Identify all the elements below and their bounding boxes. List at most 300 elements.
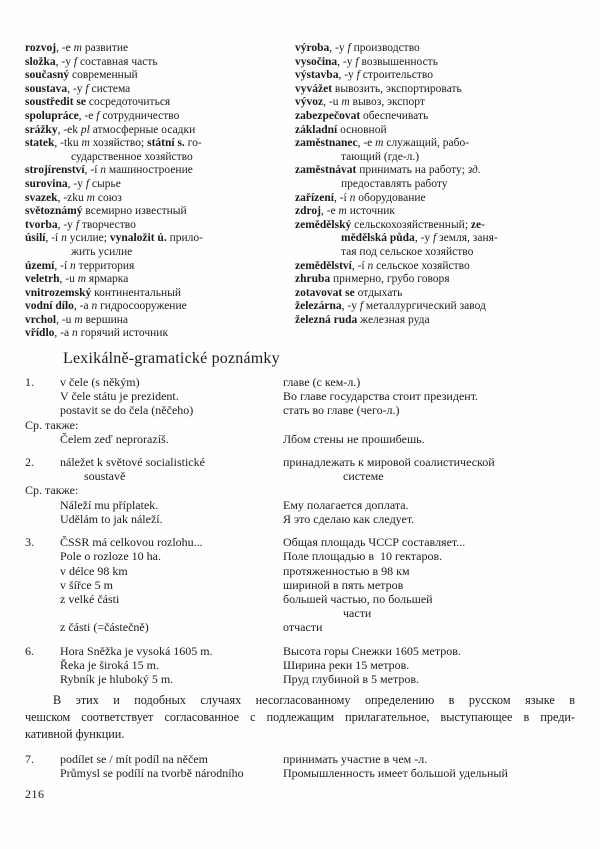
grammar-tag: f (85, 82, 89, 95)
note-number: 2. (25, 455, 34, 470)
headword: zařízení (295, 191, 334, 204)
note-number (25, 766, 60, 780)
paragraph-line: чешском соответствует согласованное с подлежащим прилагательное, выступающее в преди- (25, 710, 575, 725)
note-czech: soustavě (84, 469, 126, 484)
entry-text: современный (69, 69, 138, 82)
note-czech: náležet k světové socialistické (60, 455, 205, 470)
grammar-tag: f (73, 55, 78, 68)
headword: svazek (25, 191, 58, 204)
vocab-entry (25, 137, 295, 164)
entry-text: , -a (73, 300, 92, 313)
vocab-entry-line (25, 137, 295, 151)
note-czech: Náleží mu příplatek. (60, 497, 159, 512)
note-czech: V čele státu je prezident. (60, 389, 179, 404)
entry-text: , -e (357, 137, 376, 150)
note-russian: стать во главе (чего-л.) (283, 403, 400, 418)
vocab-entry (295, 42, 575, 56)
note-number (25, 432, 60, 446)
vocab-entry (25, 287, 295, 301)
entry-text: сударственное хозяйство (71, 150, 193, 163)
vocab-entry-line (295, 219, 575, 233)
vocab-entry-line (25, 164, 295, 178)
vocab-entry (25, 273, 295, 287)
note-number (25, 592, 60, 606)
vocab-entry-line (295, 164, 575, 178)
entry-text: тая под сельское хозяйство (341, 245, 474, 258)
entry-text: , -y (67, 177, 86, 190)
entry-text: сосредоточиться (86, 96, 171, 109)
note-russian: Промышленность имеет большой удельный (283, 766, 508, 781)
grammar-tag: pl (80, 123, 90, 136)
note-russian: части (343, 606, 372, 621)
vocab-entry (25, 124, 295, 138)
paragraph-line: кативной функции. (25, 727, 125, 742)
note-number (25, 564, 60, 578)
note-russian: главе (с кем-л.) (283, 375, 361, 390)
entry-text: вершина (82, 313, 128, 326)
headword: zaměstnanec (295, 137, 358, 150)
explanatory-paragraph (25, 692, 575, 743)
note-czech: v šířce 5 m (60, 577, 113, 592)
entry-text: атмосферные осадки (89, 123, 196, 136)
entry-text: производство (350, 42, 420, 54)
note-number: 3. (25, 535, 34, 550)
note-russian: Ему полагается доплата. (283, 497, 409, 512)
entry-text: , -u (323, 96, 342, 109)
entry-text: , -y (67, 82, 86, 95)
headword: železná ruda (295, 313, 358, 326)
grammar-tag: f (355, 55, 359, 68)
headword: zhruba (295, 273, 331, 286)
entry-text: отдыхать (354, 286, 403, 299)
note-compare-label: Ср. также: (25, 417, 79, 432)
note-russian: Лбом стены не прошибешь. (283, 431, 425, 446)
headword: soustředit se (25, 96, 87, 109)
vocab-entry-line (25, 96, 295, 110)
vocab-entry (25, 96, 295, 110)
vocab-entry-line (295, 83, 575, 97)
grammar-tag: f (359, 300, 364, 313)
headword: spolupráce (25, 109, 79, 122)
row-spacer (25, 526, 575, 535)
note-czech: podílet se / mít podíl na něčem (60, 752, 208, 767)
entry-text: сотрудничество (99, 109, 180, 122)
note-row (25, 389, 575, 403)
headword: základní (295, 123, 338, 136)
entry-text: вывозить, экспортировать (332, 82, 462, 95)
vocab-entry (295, 287, 575, 301)
entry-text: обеспечивать (360, 109, 429, 122)
vocab-entry (25, 205, 295, 219)
entry-text: вывоз, экспорт (349, 96, 425, 109)
grammar-tag: f (347, 42, 351, 54)
entry-text: предоставлять работу (341, 177, 448, 190)
note-row (25, 766, 575, 780)
note-russian: Общая площадь ЧССР составляет... (283, 535, 466, 550)
note-czech: Průmysl se podílí na tvorbě národního (60, 766, 244, 781)
vocab-entry (295, 219, 575, 260)
entry-text: , -í (54, 259, 71, 272)
vocab-entry (295, 56, 575, 70)
vocab-entry-line (295, 110, 575, 124)
headword: zabezpečovat (295, 109, 361, 122)
note-row (25, 578, 575, 592)
headword: veletrh (25, 273, 60, 286)
headword: vysočina (295, 55, 338, 68)
note-czech (60, 606, 283, 620)
entry-text: го- (184, 137, 202, 150)
note-russian: протяженностью в 98 км (283, 563, 410, 578)
note-row (25, 498, 575, 512)
headword: rozvoj (25, 42, 57, 54)
vocab-column-left (25, 42, 295, 341)
headword: vyvážet (295, 82, 333, 95)
vocab-entry-line (25, 83, 295, 97)
note-number (25, 498, 60, 512)
note-czech: Rybník je hluboký 5 m. (60, 671, 174, 686)
note-number (25, 389, 60, 403)
vocab-entry (295, 83, 575, 97)
note-row (25, 432, 575, 446)
headword: vřídlo (25, 327, 55, 340)
note-row (25, 535, 575, 549)
vocab-entry (25, 327, 295, 341)
headword: úsilí (25, 232, 46, 245)
note-number (25, 620, 60, 634)
headword: vrchol (25, 313, 57, 326)
note-czech: Udělám to jak náleží. (60, 511, 163, 526)
vocab-entry-line (25, 314, 295, 328)
section-heading: Lexikálně-gramatické poznámky (63, 350, 280, 368)
vocab-entry-line (295, 137, 575, 151)
vocab-entry-line (295, 96, 575, 110)
note-number (25, 469, 60, 483)
entry-text: , -y (414, 232, 434, 245)
note-russian: большей частью, по большей (283, 591, 433, 606)
headword: státní s. (147, 137, 185, 150)
entry-text: , -tku (54, 137, 82, 150)
note-czech: Hora Sněžka je vysoká 1605 m. (60, 643, 213, 658)
entry-text: всемирно известный (82, 205, 187, 218)
vocab-entry-line (25, 205, 295, 219)
grammar-tag: n (100, 164, 107, 177)
entry-text: гидросооружение (97, 300, 187, 313)
entry-text: ярмарка (86, 273, 129, 286)
entry-text: , -í (333, 191, 350, 204)
note-number (25, 549, 60, 563)
notes-section-2 (25, 752, 575, 780)
headword: vodní dílo (25, 300, 74, 313)
grammar-tag: f (356, 69, 360, 82)
entry-text: система (88, 82, 131, 95)
grammar-tag: n (71, 327, 78, 340)
vocab-entry-line (25, 260, 295, 274)
entry-text: оборудование (355, 191, 426, 204)
note-russian: принимать участие в чем -л. (283, 752, 428, 767)
vocab-entry-line (25, 219, 295, 233)
vocab-entry-line (295, 192, 575, 206)
entry-text: хозяйство; (89, 137, 148, 150)
entry-text: , -u (56, 313, 75, 326)
vocab-entry-line (295, 42, 575, 56)
note-row (25, 564, 575, 578)
entry-text: , -í (45, 232, 62, 245)
grammar-tag: f (96, 109, 100, 122)
vocab-entry (25, 192, 295, 206)
note-row (25, 483, 575, 497)
vocab-entry-line (25, 124, 295, 138)
note-number (25, 512, 60, 526)
note-number: 7. (25, 752, 34, 767)
vocab-entry (295, 96, 575, 110)
vocab-entry-line (295, 300, 575, 314)
headword: zaměstnávat (295, 164, 357, 177)
entry-text: жить усилие (71, 245, 133, 258)
vocabulary-section (25, 42, 575, 341)
vocab-entry (25, 232, 295, 259)
note-number: 6. (25, 643, 34, 658)
notes-section-1 (25, 375, 575, 686)
entry-text: развитие (81, 42, 129, 54)
note-russian: системе (343, 469, 384, 484)
entry-text: , -ek (57, 123, 81, 136)
grammar-tag: m (338, 205, 347, 218)
note-czech: z velké části (60, 591, 120, 606)
entry-text: союз (94, 191, 122, 204)
vocab-entry-line (25, 300, 295, 314)
note-row (25, 418, 575, 432)
headword: surovina (25, 177, 68, 190)
vocab-entry-line (341, 246, 575, 260)
grammar-tag: m (375, 137, 384, 150)
vocab-entry-line (25, 56, 295, 70)
entry-text: , -e (56, 42, 74, 54)
vocab-entry-line (71, 246, 295, 260)
vocab-entry-line (25, 42, 295, 56)
headword: tvorba (25, 218, 58, 231)
grammar-tag: n (61, 232, 67, 245)
vocab-entry-line (25, 232, 295, 246)
note-russian: Я это сделаю как следует. (283, 511, 415, 526)
grammar-tag: m (341, 96, 350, 109)
vocab-entry (295, 260, 575, 274)
note-number (25, 672, 60, 686)
vocab-entry-line (25, 327, 295, 341)
vocab-column-right (295, 42, 575, 341)
entry-text: основной (337, 123, 387, 136)
vocab-entry (25, 42, 295, 56)
entry-text: , -e (320, 205, 339, 218)
grammar-tag: m (74, 313, 83, 326)
grammar-tag: m (81, 137, 90, 150)
note-row (25, 549, 575, 563)
note-row (25, 512, 575, 526)
note-russian: Поле площадью в 10 гектаров. (283, 549, 443, 564)
vocab-entry (25, 83, 295, 97)
entry-text: принимать на работу; (356, 164, 468, 177)
headword: složka (25, 55, 56, 68)
vocab-entry-line (295, 260, 575, 274)
vocab-entry (25, 110, 295, 124)
note-row (25, 620, 575, 634)
headword: výroba (295, 42, 330, 54)
note-czech: Čelem zeď neprorazíš. (60, 431, 169, 446)
note-russian: Во главе государства стоит президент. (283, 389, 479, 404)
entry-text: тающий (где-л.) (341, 150, 420, 163)
note-row (25, 752, 575, 766)
vocab-entry (295, 300, 575, 314)
note-row (25, 658, 575, 672)
vocab-entry (295, 192, 575, 206)
vocab-entry-line (295, 273, 575, 287)
row-spacer (25, 446, 575, 455)
vocab-entry-line (25, 273, 295, 287)
headword: současný (25, 69, 70, 82)
vocab-entry (25, 219, 295, 233)
note-number (25, 578, 60, 592)
headword: území (25, 259, 55, 272)
vocab-entry-line (295, 69, 575, 83)
entry-text: , -e (78, 109, 97, 122)
grammar-tag: m (73, 42, 82, 54)
entry-text: , -í (84, 164, 101, 177)
entry-text: , -y (55, 55, 74, 68)
grammar-tag: n (349, 191, 356, 204)
entry-text: сельское хозяйство (373, 259, 470, 272)
note-number (25, 606, 60, 620)
headword: světoznámý (25, 205, 83, 218)
note-russian: Высота горы Снежки 1605 метров. (283, 643, 461, 658)
note-row (25, 455, 575, 469)
vocab-entry-line (25, 110, 295, 124)
entry-text: прило- (166, 232, 203, 245)
entry-text: металлургический завод (363, 300, 486, 313)
entry-text: , -y (337, 55, 356, 68)
entry-text: континентальный (91, 286, 181, 299)
note-czech: Řeka je široká 15 m. (60, 657, 159, 672)
entry-text: железная руда (357, 313, 430, 326)
entry-text: машиностроение (106, 164, 193, 177)
note-russian (283, 483, 575, 497)
vocab-entry (25, 69, 295, 83)
vocab-entry-line (295, 314, 575, 328)
paragraph-line: В этих и подобных случаях несогласованному определению в русском языке в (53, 693, 575, 708)
vocab-entry (295, 273, 575, 287)
vocab-entry-line (25, 287, 295, 301)
vocab-entry (25, 164, 295, 178)
headword: mědělská půda (341, 232, 415, 245)
note-row (25, 644, 575, 658)
page-number: 216 (25, 787, 45, 801)
entry-text: , -u (59, 273, 78, 286)
entry-text: горячий источник (77, 327, 169, 340)
vocab-entry-line (341, 232, 575, 246)
note-russian: Ширина реки 15 метров. (283, 657, 410, 672)
grammar-tag: зд. (467, 164, 481, 177)
note-number (25, 403, 60, 417)
note-czech: v čele (s někým) (60, 375, 140, 390)
entry-text: , -y (57, 218, 76, 231)
vocab-entry-line (341, 178, 575, 192)
headword: statek (25, 137, 55, 150)
headword: strojírenství (25, 164, 85, 177)
note-compare-label: Ср. также: (25, 483, 79, 498)
vocab-entry (25, 260, 295, 274)
note-czech: postavit se do čela (něčeho) (60, 403, 194, 418)
note-row (25, 469, 575, 483)
grammar-tag: n (367, 259, 374, 272)
vocab-entry-line (295, 205, 575, 219)
vocab-entry-line (25, 192, 295, 206)
entry-text: сырье (89, 177, 121, 190)
note-russian: отчасти (283, 620, 323, 635)
headword: zdroj (295, 205, 321, 218)
vocab-entry (25, 56, 295, 70)
note-czech: v délce 98 km (60, 563, 128, 578)
entry-text: земля, заня- (436, 232, 498, 245)
grammar-tag: f (85, 177, 90, 190)
grammar-tag: n (91, 300, 98, 313)
entry-text: , -í (351, 259, 368, 272)
vocab-entry (295, 137, 575, 164)
entry-text: служащий, рабо- (383, 137, 470, 150)
note-number: 1. (25, 375, 34, 390)
vocab-entry (295, 69, 575, 83)
vocab-entry (25, 300, 295, 314)
vocab-entry-line (25, 69, 295, 83)
grammar-tag: n (70, 259, 76, 272)
vocab-entry-line (295, 124, 575, 138)
note-row (25, 375, 575, 389)
vocab-entry (295, 314, 575, 328)
vocab-entry (295, 164, 575, 191)
row-spacer (25, 635, 575, 644)
vocab-entry (25, 178, 295, 192)
headword: zemědělství (295, 259, 352, 272)
entry-text: составная часть (77, 55, 158, 68)
headword: vnitrozemský (25, 286, 92, 299)
note-russian: шириной в пять метров (283, 577, 404, 592)
note-czech: Pole o rozloze 10 ha. (60, 549, 161, 564)
grammar-tag: f (75, 218, 80, 231)
vocab-entry (295, 205, 575, 219)
headword: vývoz (295, 96, 324, 109)
entry-text: усилие; (66, 232, 110, 245)
vocab-entry-line (71, 151, 295, 165)
note-row (25, 403, 575, 417)
grammar-tag: f (433, 232, 437, 245)
entry-text: сельскохозяйственный; (351, 218, 471, 231)
entry-text: возвышенность (358, 55, 438, 68)
entry-text: примерно, грубо говоря (330, 273, 450, 286)
vocab-entry-line (295, 287, 575, 301)
note-czech: z části (=částečně) (60, 620, 149, 635)
note-russian: Пруд глубиной в 5 метров. (283, 671, 420, 686)
vocab-entry-line (25, 178, 295, 192)
entry-text: строительство (359, 69, 434, 82)
headword: ze- (470, 218, 485, 231)
vocab-entry-line (341, 151, 575, 165)
headword: vynaložit ú. (109, 232, 167, 245)
note-russian (283, 418, 575, 432)
headword: zotavovat se (295, 286, 355, 299)
note-row (25, 672, 575, 686)
entry-text: источник (346, 205, 395, 218)
grammar-tag: m (86, 191, 95, 204)
headword: soustava (25, 82, 68, 95)
note-row (25, 606, 575, 620)
vocab-entry (295, 124, 575, 138)
